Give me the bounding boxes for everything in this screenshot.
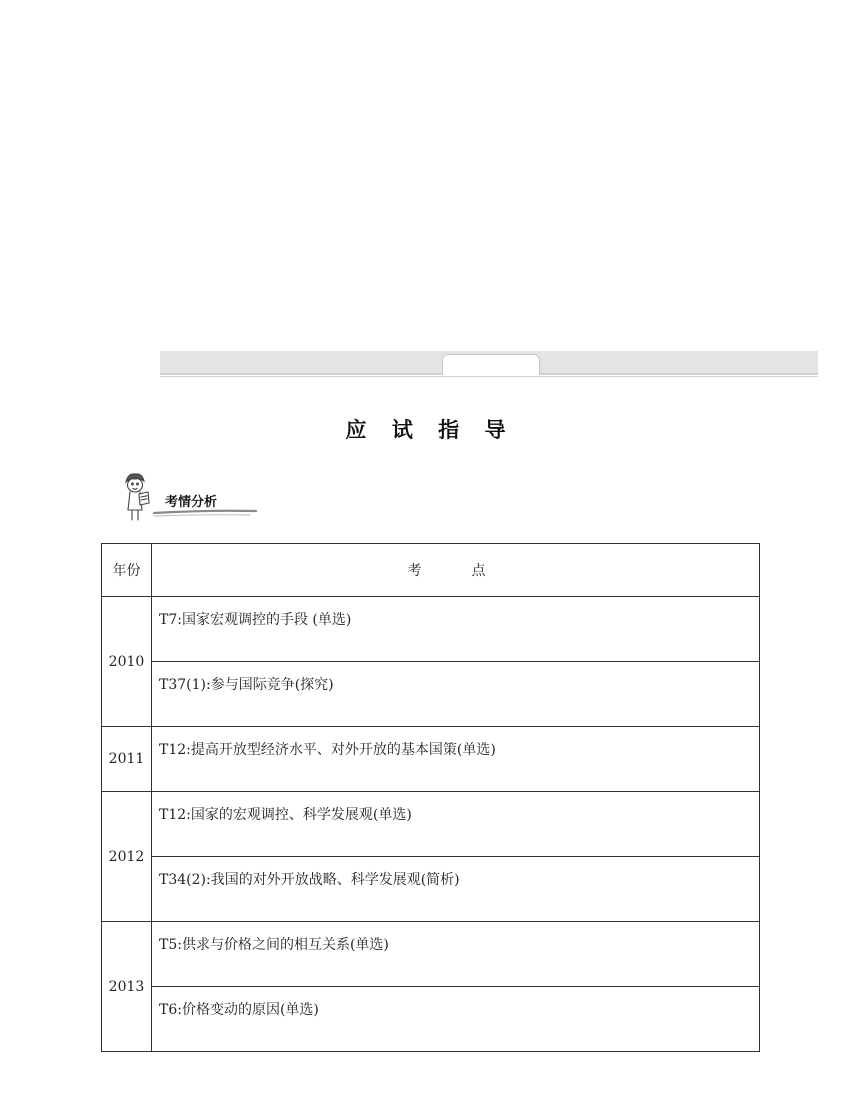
table-row: [102, 792, 760, 857]
page-title: 应 试 指 导: [345, 418, 515, 442]
table-row: [102, 922, 760, 987]
point-cell: T37(1):参与国际竞争(探究): [152, 662, 760, 727]
point-cell: T12:国家的宏观调控、科学发展观(单选): [152, 792, 760, 857]
exam-points-table: [101, 543, 760, 1052]
point-cell: T34(2):我国的对外开放战略、科学发展观(简析): [152, 857, 760, 922]
header-rule: [160, 376, 818, 377]
year-cell: 2011: [102, 727, 152, 792]
header-point: [152, 544, 760, 597]
header-point-text: 考 点: [407, 563, 504, 579]
table-row: [102, 662, 760, 727]
table-row: [102, 727, 760, 792]
table-header-row: [102, 544, 760, 597]
point-cell: T5:供求与价格之间的相互关系(单选): [152, 922, 760, 987]
year-cell: 2013: [102, 922, 152, 1052]
table-row: [102, 597, 760, 662]
point-cell: T12:提高开放型经济水平、对外开放的基本国策(单选): [152, 727, 760, 792]
table-row: [102, 857, 760, 922]
year-cell: 2010: [102, 597, 152, 727]
header-year: 年份: [102, 544, 152, 597]
point-cell: T7:国家宏观调控的手段 (单选): [152, 597, 760, 662]
table-row: [102, 987, 760, 1052]
year-cell: 2012: [102, 792, 152, 922]
section-label: 考情分析: [165, 495, 218, 510]
header-tab: [442, 354, 540, 375]
point-cell: T6:价格变动的原因(单选): [152, 987, 760, 1052]
